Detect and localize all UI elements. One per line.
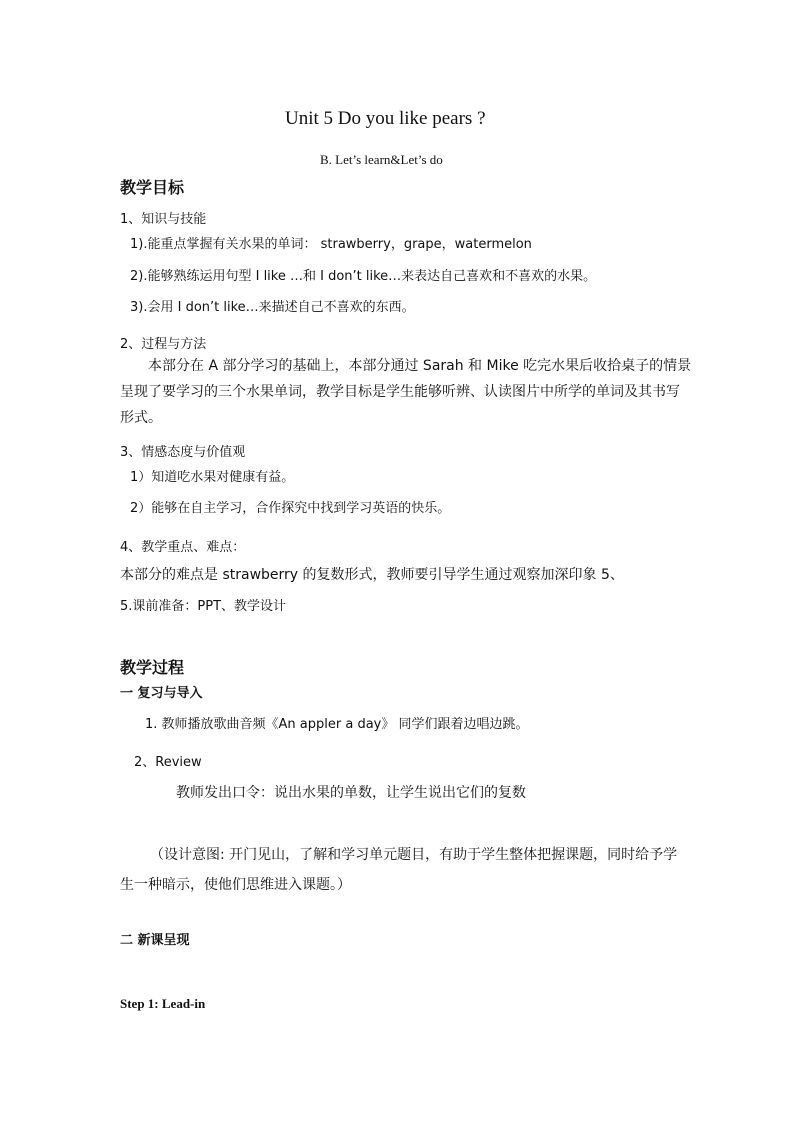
prep-line: 5.课前准备：PPT、教学设计	[120, 599, 287, 614]
goal3-heading: 3、情感态度与价值观	[120, 445, 246, 460]
design-note: 生一种暗示，使他们思维进入课题。）	[120, 877, 351, 893]
part1-item1: 1. 教师播放歌曲音频《An appler a day》 同学们跟着边唱边跳。	[145, 717, 529, 732]
goal2-line: 形式。	[120, 410, 162, 426]
process-heading: 教学过程	[120, 658, 185, 677]
goal2-heading: 2、过程与方法	[120, 337, 207, 352]
goal1-item: 1).能重点掌握有关水果的单词： strawberry，grape，watermelon	[130, 237, 532, 252]
part1-item2-label: 2、Review	[134, 755, 202, 770]
page-subtitle: B. Let’s learn&Let’s do	[320, 152, 443, 167]
goal1-item: 3).会用 I don’t like…来描述自己不喜欢的东西。	[130, 300, 415, 315]
goal2-line: 本部分在 A 部分学习的基础上，本部分通过 Sarah 和 Mike 吃完水果后收拾桌子的情景	[148, 358, 692, 374]
goal2-line: 呈现了要学习的三个水果单词，教学目标是学生能够听辨、认读图片中所学的单词及其书写	[120, 384, 680, 400]
goal3-item: 2）能够在自主学习，合作探究中找到学习英语的快乐。	[130, 501, 451, 516]
part1-heading: 一 复习与导入	[120, 686, 203, 701]
goal1-item: 2).能够熟练运用句型 I like …和 I don’t like…来表达自己喜欢和不喜欢的水果。	[130, 269, 597, 284]
part1-item2-text: 教师发出口令：说出水果的单数，让学生说出它们的复数	[176, 785, 526, 801]
part2-heading: 二 新课呈现	[120, 933, 190, 948]
page-title: Unit 5 Do you like pears ?	[285, 108, 486, 129]
goal4-line: 本部分的难点是 strawberry 的复数形式，教师要引导学生通过观察加深印象 5、	[120, 567, 624, 583]
goal4-heading: 4、教学重点、难点：	[120, 540, 246, 555]
design-note: （设计意图: 开门见山，了解和学习单元题目，有助于学生整体把握课题，同时给予学	[150, 847, 678, 863]
step1-label: Step 1: Lead-in	[120, 996, 206, 1011]
goal3-item: 1）知道吃水果对健康有益。	[130, 470, 295, 485]
goal1-heading: 1、知识与技能	[120, 212, 207, 227]
goals-heading: 教学目标	[120, 178, 185, 197]
